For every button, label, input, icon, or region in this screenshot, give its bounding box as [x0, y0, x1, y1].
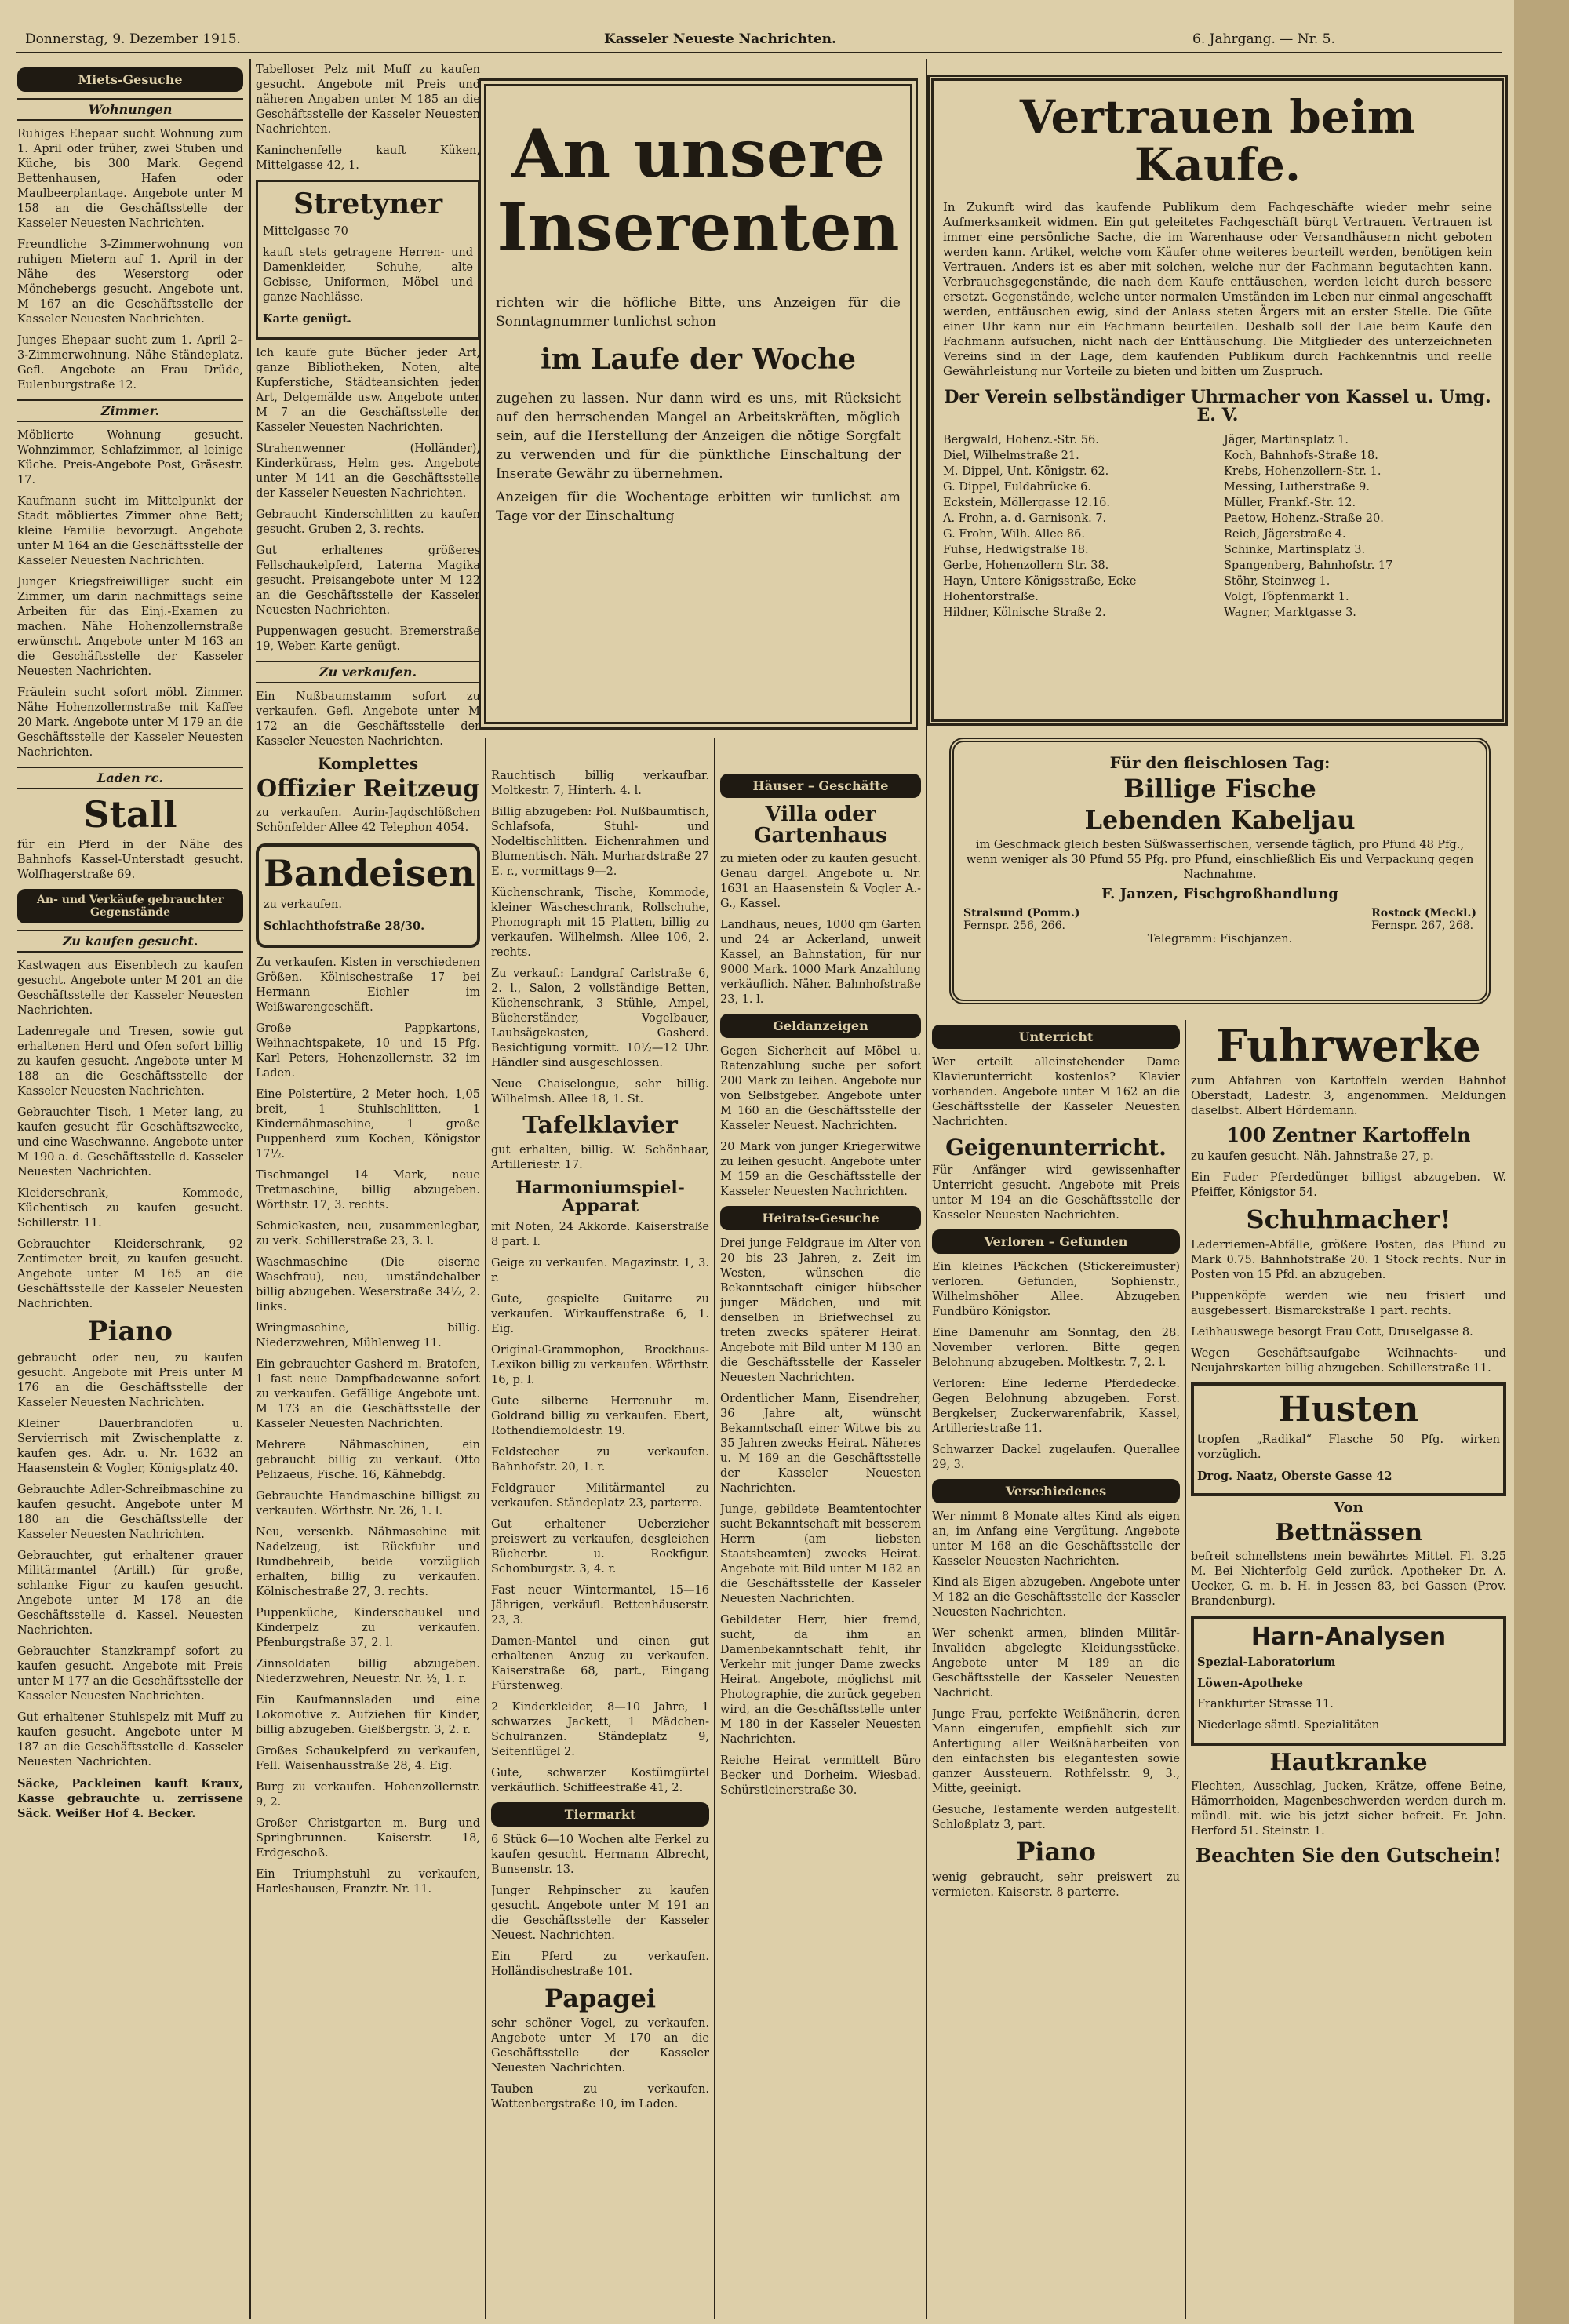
member-entry: Koch, Bahnhofs-Straße 18.	[1224, 449, 1378, 462]
section-geldanzeigen: Geldanzeigen	[720, 1014, 921, 1038]
ad-text: Reiche Heirat vermittelt Büro Becker und Dorheim. Wiesbad. Schürstleinerstraße 30.	[720, 1754, 921, 1797]
ad-text: Puppenköpfe werden wie neu frisiert und ausgebessert. Bismarckstraße 1 part. rechts.	[1191, 1289, 1506, 1317]
ad-text: Neue Chaiselongue, sehr billig. Wilhelmsh. Allee 18, 1. St.	[491, 1078, 709, 1106]
ad-text: Küchenschrank, Tische, Kommode, kleiner Wäscheschrank, Rollschuhe, Phonograph mit 15 Platten, billig zu verkaufen. Wilhelmsh. Allee 106, 2. rechts.	[491, 887, 709, 959]
piano-headline: Piano	[88, 1316, 173, 1348]
member-list-right	[1224, 432, 1492, 621]
ad-text: Gebrauchter Tisch, 1 Meter lang, zu kaufen gesucht für Geschäftszwecke, und eine Waschwanne. Angebote unter M 190 a. d. Geschäftsstelle d. Kasseler Neuesten Nachrichten.	[17, 1106, 243, 1179]
ad-text: Ordentlicher Mann, Eisendreher, 36 Jahre alt, wünscht Bekanntschaft einer Witwe bis zu 35 Jahren zwecks Heirat. Näheres u. M 169 an die Geschäftsstelle der Kasseler Neuesten Nachrichten.	[720, 1392, 921, 1495]
ad-text: zu kaufen gesucht. Näh. Jahnstraße 27, p.	[1191, 1149, 1434, 1163]
ad-text: Schmiekasten, neu, zusammenlegbar, zu verk. Schillerstraße 23, 3. l.	[256, 1219, 480, 1248]
member-entry: Paetow, Hohenz.-Straße 20.	[1224, 512, 1384, 525]
ad-text: Tauben zu verkaufen. Wattenbergstraße 10, im Laden.	[491, 2083, 709, 2111]
ad-text: für ein Pferd in der Nähe des Bahnhofs Kassel-Unterstadt gesucht. Wolfhagerstraße 69.	[17, 839, 243, 882]
column-2	[256, 63, 480, 2315]
ad-text: Großes Schaukelpferd zu verkaufen, Fell. Waisenhausstraße 28, 4. Eig.	[256, 1744, 480, 1772]
ad-text: befreit schnellstens mein bewährtes Mittel. Fl. 3.25 M. Bei Nichterfolg Geld zurück. Apotheker Dr. A. Uecker, G. m. b. H. in Jessen 83, bei Gassen (Prov. Brandenburg).	[1191, 1550, 1506, 1608]
harn-headline: Harn-Analysen	[1250, 1623, 1447, 1652]
villa-headline: Villa oder Gartenhaus	[754, 803, 887, 848]
section-wohnungen: Wohnungen	[17, 98, 243, 121]
notice-title-1: An unsere	[511, 115, 886, 192]
fisch-head: Für den fleischlosen Tag:	[1109, 753, 1331, 772]
member-entry: Hayn, Untere Königsstraße, Ecke Hohentorstraße.	[943, 574, 1137, 603]
ad-text: Kind als Eigen abzugeben. Angebote unter M 182 an die Geschäftsstelle der Kasseler Neuesten Nachrichten.	[932, 1576, 1180, 1619]
ad-text: zu verkaufen. Aurin-Jagdschlößchen Schönfelder Allee 42 Telephon 4054.	[256, 807, 480, 835]
ad-text: sehr schöner Vogel, zu verkaufen. Angebote unter M 170 an die Geschäftsstelle der Kasseler Neuesten Nachrichten.	[491, 2017, 709, 2075]
city-name: Rostock (Meckl.)	[1371, 907, 1476, 920]
vertrauen-headline: Vertrauen beim Kaufe.	[1019, 90, 1416, 191]
schuhmacher-headline: Schuhmacher!	[1246, 1204, 1451, 1234]
harmonium-headline: Harmoniumspiel-Apparat	[515, 1177, 685, 1216]
city-name: Stralsund (Pomm.)	[963, 907, 1080, 920]
ad-text: Ich kaufe gute Bücher jeder Art, ganze Bibliotheken, Noten, alte Kupferstiche, Städteansichten jeder Art, Delgemälde usw. Angebote unter M 7 an die Geschäftsstelle der Kasseler Neuesten Nachrichten.	[256, 346, 480, 434]
ad-text: Feldstecher zu verkaufen. Bahnhofstr. 20, 1. r.	[491, 1445, 709, 1473]
vertrauen-ad	[927, 75, 1508, 726]
ad-text: Junge, gebildete Beamtentochter sucht Bekanntschaft mit besserem Herrn (am liebsten Staatsbeamten) zwecks Heirat. Angebote mit Bild unter M 182 an die Geschäftsstelle der Kasseler Neuesten Nachrichten.	[720, 1503, 921, 1605]
ad-text: Gute silberne Herrenuhr m. Goldrand billig zu verkaufen. Ebert, Rothendiemoldestr. 19.	[491, 1394, 709, 1437]
ad-text: Strahenwenner (Holländer), Kinderkürass, Helm ges. Angebote unter M 141 an die Geschäftsstelle der Kasseler Neuesten Nachrichten.	[256, 442, 480, 500]
ad-text: Verloren: Eine lederne Pferdedecke. Gegen Belohnung abzugeben. Forst. Bergkelser, Zuckerwarenfabrik, Kassel, Artilleriestraße 11.	[932, 1378, 1180, 1436]
ad-text: Mehrere Nähmaschinen, ein gebraucht billig zu verkauf. Otto Pelizaeus, Fische. 16, Kähnebdg.	[256, 1438, 480, 1481]
ad-text: Tabelloser Pelz mit Muff zu kaufen gesucht. Angebote mit Preis und näheren Angaben unter M 185 an die Geschäftsstelle der Kasseler Neuesten Nachrichten.	[256, 64, 480, 136]
member-list-left	[943, 432, 1211, 621]
member-entry: Hildner, Kölnische Straße 2.	[943, 606, 1106, 619]
ad-text: Gebrauchter Stanzkrampf sofort zu kaufen gesucht. Angebote mit Preis unter M 177 an die Geschäftsstelle der Kasseler Neuesten Nachrichten.	[17, 1645, 243, 1703]
ad-text: Wer erteilt alleinstehender Dame Klavierunterricht kostenlos? Klavier vorhanden. Angebote unter M 162 an die Geschäftsstelle der Kasseler Neuesten Nachrichten.	[932, 1056, 1180, 1128]
ad-text: Billig abzugeben: Pol. Nußbaumtisch, Schlafsofa, Stuhl- und Nodeltischlitten. Eichenrahmen und Blumentisch. Näh. Murhardstraße 27 E. r., vormittags 9—2.	[491, 806, 709, 878]
ad-text: Für Anfänger wird gewissenhafter Unterricht gesucht. Angebote mit Preis unter M 194 an die Geschäftsstelle der Kasseler Neuesten Nachrichten.	[932, 1164, 1180, 1222]
ad-text: tropfen „Radikal“ Flasche 50 Pfg. wirken vorzüglich.	[1197, 1433, 1500, 1461]
ad-text: Ein Fuder Pferdedünger billigst abzugeben. W. Pfeiffer, Königstor 54.	[1191, 1171, 1506, 1199]
ad-text: Gut erhaltenes größeres Fellschaukelpferd, Laterna Magika gesucht. Preisangebote unter M 122 an die Geschäftsstelle der Kasseler Neuesten Nachrichten.	[256, 544, 480, 617]
ad-text: Kastwagen aus Eisenblech zu kaufen gesucht. Angebote unter M 201 an die Geschäftsstelle der Kasseler Neuesten Nachrichten.	[17, 960, 243, 1018]
fisch-body: im Geschmack gleich besten Süßwasserfischen, versende täglich, pro Pfund 48 Pfg., wenn weniger als 30 Pfund 55 Pfg. pro Pfund, einschließlich Eis und Verpackung gegen Nachnahme.	[966, 839, 1474, 882]
ad-text: Fräulein sucht sofort möbl. Zimmer. Nähe Hohenzollernstraße mit Kaffee 20 Mark. Angebote unter M 179 an die Geschäftsstelle der Kasseler Neuesten Nachrichten.	[17, 687, 243, 759]
gutschein-note: Beachten Sie den Gutschein!	[1195, 1844, 1502, 1867]
ad-text: Wegen Geschäftsaufgabe Weihnachts- und Neujahrskarten billig abzugeben. Schillerstraße 11.	[1191, 1346, 1506, 1375]
ad-text: Karte genügt.	[263, 311, 351, 326]
section-verloren: Verloren – Gefunden	[932, 1229, 1180, 1254]
ad-text: Ein kleines Päckchen (Stickereimuster) verloren. Gefunden, Sophienstr., Wilhelmshöher Allee. Abzugeben Fundbüro Königstor.	[932, 1261, 1180, 1319]
member-entry: Stöhr, Steinweg 1.	[1224, 574, 1331, 588]
fisch-city-right	[1371, 907, 1476, 932]
ad-text: Junge Frau, perfekte Weißnäherin, deren Mann eingerufen, empfiehlt sich zur Anfertigung aller Weißnäharbeiten von den einfachsten bis elegantesten sowie ganzer Aussteuern. Rothfelsstr. 9, 3., Mitte, geeinigt.	[932, 1708, 1180, 1796]
ad-text: Leihhauswege besorgt Frau Cott, Druselgasse 8.	[1191, 1325, 1473, 1339]
husten-headline: Husten	[1278, 1389, 1419, 1430]
ad-text: Ladenregale und Tresen, sowie gut erhaltenen Herd und Ofen sofort billig zu kaufen gesucht. Angebote unter M 188 an die Geschäftsstelle der Kasseler Neuesten Nachrichten.	[17, 1025, 243, 1098]
ad-text: Drei junge Feldgraue im Alter von 20 bis 23 Jahren, z. Zeit im Westen, wünschen die Bekanntschaft einiger hübscher junger Mädchen, und mit denselben in Briefwechsel zu treten zwecks späterer Heirat. Angebote mit Bild unter M 130 an die Geschäftsstelle der Kasseler Neuesten Nachrichten.	[720, 1237, 921, 1384]
ad-text: Junger Kriegsfreiwilliger sucht ein Zimmer, um darin nachmittags seine Arbeiten für das Einj.-Examen zu machen. Nähe Hohenzollernstraße erwünscht. Angebote unter M 163 an die Geschäftsstelle der Kasseler Neuesten Nachrichten.	[17, 576, 243, 678]
ad-text: Burg zu verkaufen. Hohenzollernstr. 9, 2.	[256, 1780, 480, 1809]
ad-text: Kleiderschrank, Kommode, Küchentisch zu kaufen gesucht. Schillerstr. 11.	[17, 1187, 243, 1230]
column-rule	[714, 738, 715, 2319]
ad-text: Puppenküche, Kinderschaukel und Kinderpelz zu verkaufen. Pfenburgstraße 37, 2. l.	[256, 1606, 480, 1649]
ad-text: gut erhalten, billig. W. Schönhaar, Artilleriestr. 17.	[491, 1143, 709, 1171]
member-entry: M. Dippel, Unt. Königstr. 62.	[943, 464, 1109, 478]
member-entry: Reich, Jägerstraße 4.	[1224, 527, 1346, 541]
ad-text: Gute, schwarzer Kostümgürtel verkäuflich. Schiffeestraße 41, 2.	[491, 1766, 709, 1794]
ad-text: Neu, versenkb. Nähmaschine mit Nadelzeug, ist Rückfuhr und Rundbehreib, beide vorzüglich erhalten, billig zu verkaufen. Kölnischestraße 27, 3. rechts.	[256, 1525, 480, 1598]
member-entry: Fuhse, Hedwigstraße 18.	[943, 543, 1089, 556]
header-rule	[16, 52, 1502, 53]
member-entry: Volgt, Töpfenmarkt 1.	[1224, 590, 1349, 603]
ad-text: Damen-Mantel und einen gut erhaltenen Anzug zu verkaufen. Kaiserstraße 68, part., Eingang Fürstenweg.	[491, 1634, 709, 1692]
member-entry: Krebs, Hohenzollern-Str. 1.	[1224, 464, 1382, 478]
offizier-headline: Offizier Reitzeug	[256, 774, 480, 803]
ad-text: Gebraucht Kinderschlitten zu kaufen gesucht. Gruben 2, 3. rechts.	[256, 508, 480, 536]
vertrauen-body: In Zukunft wird das kaufende Publikum dem Fachgeschäfte wieder mehr seine Aufmerksamkeit widmen. Ein gut geleitetes Fachgeschäft bürgt Vertrauen. Vertrauen ist immer eine persönliche Sache, die im Warenhause oder Versandhäusern nicht geboten werden kann. Artikel, welche vom Käufer ohne weiteres beurteilt werden, benötigen kein Vertrauen. Anders ist es aber mit solchen, welche nur der Fachmann begutachten kann. Verbrauchsgegenstände, die nach dem Kaufe enttäuschen, werden leicht durch bessere ersetzt. Gegenstände, welche unter normalen Umständen im Leben nur einmal angeschafft werden, enttäuschen ewig, sind der Anlass steten Ärgers mit an erster Stelle. Die Güte einer Uhr kann nur ein Fachmann beurteilen. Deshalb soll der Laie beim Kaufe den Fachmann aufsuchen, nicht nach der Enttäuschung. Die Mitglieder des unterzeichneten Vereins sind in der Lage, dem kaufenden Publikum durch Fachkenntnis und reelle Gewährleistung nur Vorteile zu bieten und bitten um Zuspruch.	[943, 199, 1492, 378]
bandeisen-ad	[256, 843, 480, 947]
section-zimmer: Zimmer.	[17, 399, 243, 422]
ad-text: Gebrauchter, gut erhaltener grauer Militärmantel (Artill.) für große, schlanke Figur zu kaufen gesucht. Angebote unter M 178 an die Geschäftsstelle d. Kassel. Neuesten Nachrichten.	[17, 1549, 243, 1637]
ad-text: Gut erhaltener Ueberzieher preiswert zu verkaufen, desgleichen Bücherbr. u. Rockfigur. Schomburgstr. 3, 4. r.	[491, 1517, 709, 1575]
column-6	[1191, 1020, 1506, 2315]
ad-text: Gut erhaltener Stuhlspelz mit Muff zu kaufen gesucht. Angebote unter M 187 an die Geschäftsstelle d. Kasseler Neuesten Nachrichten.	[17, 1710, 243, 1768]
city-phone: Fernspr. 267, 268.	[1371, 920, 1474, 933]
member-entry: Diel, Wilhelmstraße 21.	[943, 449, 1079, 462]
ad-text: Gebrauchter Kleiderschrank, 92 Zentimeter breit, zu kaufen gesucht. Angebote unter M 165 an die Geschäftsstelle der Kasseler Neuesten Nachrichten.	[17, 1238, 243, 1311]
section-laden: Laden rc.	[17, 767, 243, 789]
ad-text: Gute, gespielte Guitarre zu verkaufen. Wirkauffenstraße 6, 1. Eig.	[491, 1292, 709, 1335]
ad-text: Möblierte Wohnung gesucht. Wohnzimmer, Schlafzimmer, al leinige Küche. Preis-Angebote Post, Gräsestr. 17.	[17, 429, 243, 486]
ad-text: Geige zu verkaufen. Magazinstr. 1, 3. r.	[491, 1256, 709, 1284]
ad-text: Spezial-Laboratorium	[1197, 1655, 1336, 1669]
page-edge	[1514, 0, 1569, 2324]
stretyner-ad	[256, 180, 480, 340]
ad-text: Frankfurter Strasse 11.	[1197, 1697, 1334, 1710]
issue-volume: 6. Jahrgang. — Nr. 5.	[1192, 31, 1335, 47]
section-heirats-gesuche: Heirats-Gesuche	[720, 1206, 921, 1230]
ad-text: Ein Pferd zu verkaufen. Holländischestraße 101.	[491, 1950, 709, 1978]
bandeisen-headline: Bandeisen	[264, 852, 475, 895]
notice-lead: richten wir die höfliche Bitte, uns Anzeigen für die Sonntagnummer tunlichst schon	[496, 295, 901, 330]
ad-text: Gegen Sicherheit auf Möbel u. Ratenzahlung suche per sofort 200 Mark zu leihen. Angebote nur von Selbstgeber. Angebote unter M 160 an die Geschäftsstelle der Kasseler Neuest. Nachrichten.	[720, 1044, 921, 1132]
ad-text: Landhaus, neues, 1000 qm Garten und 24 ar Ackerland, unweit Kassel, an Bahnstation, für nur 9000 Mark. 1000 Mark Anzahlung verkäuflich. Näher. Bahnhofstraße 23, 1. l.	[720, 918, 921, 1006]
ad-text: zu mieten oder zu kaufen gesucht. Genau dargel. Angebote u. Nr. 1631 an Haasenstein & Vogler A.-G., Kassel.	[720, 852, 921, 910]
ad-text: Kaninchenfelle kauft Küken, Mittelgasse 42, 1.	[256, 144, 480, 172]
member-entry: G. Dippel, Fuldabrücke 6.	[943, 480, 1091, 494]
ad-text: Flechten, Ausschlag, Jucken, Krätze, offene Beine, Hämorrhoiden, Magenbeschwerden werden durch m. mündl. mit. wie bis jetzt sicher befreit. Fr. John. Herford 51. Steinstr. 1.	[1191, 1780, 1506, 1838]
ad-text: Fast neuer Wintermantel, 15—16 Jährigen, verkäufl. Bettenhäuserstr. 23, 3.	[491, 1583, 709, 1626]
notice-title-2: Inserenten	[497, 188, 900, 267]
geigen-headline: Geigenunterricht.	[945, 1135, 1167, 1160]
von-label: Von	[1334, 1499, 1363, 1516]
verein-name: Der Verein selbständiger Uhrmacher von Kassel u. Umg. E. V.	[944, 386, 1491, 425]
city-phone: Fernspr. 256, 266.	[963, 920, 1065, 933]
ad-text: Rauchtisch billig verkaufbar. Moltkestr. 7, Hinterh. 4. l.	[491, 770, 709, 797]
member-entry: Müller, Frankf.-Str. 12.	[1224, 496, 1356, 509]
ad-text: Zu verkauf.: Landgraf Carlstraße 6, 2. l., Salon, 2 vollständige Betten, Küchenschrank, 3 Stühle, Ampel, Bücherständer, Vogelbauer, Laubsägekasten, Gasherd. Besichtigung vormitt. 10½—12 Uhr. Händler sind ausgeschlossen.	[491, 967, 709, 1069]
member-entry: Gerbe, Hohenzollern Str. 38.	[943, 559, 1109, 572]
stretyner-headline: Stretyner	[293, 188, 443, 220]
ad-text: Schwarzer Dackel zugelaufen. Querallee 29, 3.	[932, 1444, 1180, 1472]
member-list	[943, 432, 1492, 621]
ad-text: Drog. Naatz, Oberste Gasse 42	[1197, 1469, 1392, 1483]
fuhrwerke-headline: Fuhrwerke	[1216, 1020, 1481, 1072]
ad-text: Mittelgasse 70	[263, 224, 348, 238]
komplettes-headline: Komplettes	[317, 753, 419, 773]
harn-ad	[1191, 1616, 1506, 1746]
ad-text: Ruhiges Ehepaar sucht Wohnung zum 1. April oder früher, zwei Stuben und Küche, bis 300 Mark. Gegend Bettenhausen, Hafen oder Maulbeerplantage. Angebote unter M 158 an die Geschäftsstelle der Kasseler Neuesten Nachrichten.	[17, 128, 243, 230]
fisch-telegramm: Telegramm: Fischjanzen.	[1147, 933, 1293, 946]
member-entry: Spangenberg, Bahnhofstr. 17	[1224, 559, 1393, 572]
member-entry: Messing, Lutherstraße 9.	[1224, 480, 1370, 494]
ad-text: Lederriemen-Abfälle, größere Posten, das Pfund zu Mark 0.75. Bahnhofstraße 20. 1 Stock rechts. Nur in Posten von 15 Pfd. an abzugeben.	[1191, 1238, 1506, 1281]
fisch-cities	[963, 907, 1476, 932]
ad-text: Junges Ehepaar sucht zum 1. April 2–3-Zimmerwohnung. Nähe Ständeplatz. Gefl. Angebote an Frau Drüde, Eulenburgstraße 12.	[17, 334, 243, 392]
ad-text: Gebildeter Herr, hier fremd, sucht, da ihm an Damenbekanntschaft fehlt, ihr Verkehr mit junger Dame zwecks Heirat. Angebote, möglichst mit Photographie, die zurück gegeben wird, an die Geschäftsstelle unter M 180 in der Kasseler Neuesten Nachrichten.	[720, 1613, 921, 1746]
ad-text: wenig gebraucht, sehr preiswert zu vermieten. Kaiserstr. 8 parterre.	[932, 1870, 1180, 1899]
ad-text: Eine Damenuhr am Sonntag, den 28. November verloren. Bitte gegen Belohnung abzugeben. Moltkestr. 7, 2. l.	[932, 1327, 1180, 1370]
notice-middle: im Laufe der Woche	[540, 343, 857, 377]
ad-text: Gebrauchte Adler-Schreibmaschine zu kaufen gesucht. Angebote unter M 180 an die Geschäftsstelle der Kasseler Neuesten Nachrichten.	[17, 1483, 243, 1541]
ad-text: Kleiner Dauerbrandofen u. Servierrisch mit Zwischenplatte z. kaufen ges. Adr. u. Nr. 1632 an Haasenstein & Vogler, Königsplatz 40.	[17, 1417, 243, 1475]
ad-text: Niederlage sämtl. Spezialitäten	[1197, 1718, 1380, 1732]
ad-text: zum Abfahren von Kartoffeln werden Bahnhof Oberstadt, Ladestr. 3, angenommen. Meldungen daselbst. Albert Hördemann.	[1191, 1074, 1506, 1117]
member-entry: G. Frohn, Wilh. Allee 86.	[943, 527, 1085, 541]
ad-text: Wringmaschine, billig. Niederzwehren, Mühlenweg 11.	[256, 1321, 480, 1350]
ad-text: Waschmaschine (Die eiserne Waschfrau), neu, umständehalber billig abzugeben. Weserstraße 34½, 2. links.	[256, 1255, 480, 1313]
ad-text: Ein Kaufmannsladen und eine Lokomotive z. Aufziehen für Kinder, billig abzugeben. Gießbergstr. 3, 2. r.	[256, 1693, 480, 1736]
ad-text: Original-Grammophon, Brockhaus-Lexikon billig zu verkaufen. Wörthstr. 16, p. l.	[491, 1343, 709, 1386]
column-5	[932, 1020, 1180, 2315]
ad-text: Junger Rehpinscher zu kaufen gesucht. Angebote unter M 191 an die Geschäftsstelle der Kasseler Neuest. Nachrichten.	[491, 1884, 709, 1942]
piano-headline: Piano	[1016, 1837, 1096, 1867]
fisch-firm: F. Janzen, Fischgroßhandlung	[1101, 886, 1338, 903]
member-entry: Eckstein, Möllergasse 12.16.	[943, 496, 1111, 509]
member-entry: Schinke, Martinsplatz 3.	[1224, 543, 1366, 556]
ad-text: Ein Triumphstuhl zu verkaufen, Harleshausen, Franztr. Nr. 11.	[256, 1867, 480, 1896]
column-4	[720, 769, 921, 2315]
inserenten-notice	[479, 78, 918, 730]
fisch-ad	[949, 738, 1491, 1004]
section-unterricht: Unterricht	[932, 1025, 1180, 1049]
column-rule	[485, 738, 486, 2319]
ad-text: Gesuche, Testamente werden aufgestellt. Schloßplatz 3, part.	[932, 1804, 1180, 1832]
member-entry: Bergwald, Hohenz.-Str. 56.	[943, 433, 1099, 446]
section-verschiedenes: Verschiedenes	[932, 1479, 1180, 1503]
ad-text: kauft stets getragene Herren- und Damenkleider, Schuhe, alte Gebisse, Uniformen, Möbel und ganze Nachlässe.	[263, 246, 473, 304]
column-rule	[249, 59, 251, 2319]
ad-text: zu verkaufen.	[264, 898, 342, 911]
ad-text: 2 Kinderkleider, 8—10 Jahre, 1 schwarzes Jackett, 1 Mädchen-Schulranzen. Ständeplatz 9, Seitenflügel 2.	[491, 1700, 709, 1758]
ad-text: 20 Mark von junger Kriegerwitwe zu leihen gesucht. Angebote unter M 159 an die Geschäftsstelle der Kasseler Neuesten Nachrichten.	[720, 1140, 921, 1198]
ad-text: Große Pappkartons, Weihnachtspakete, 10 und 15 Pfg. Karl Peters, Hohenzollernstr. 32 im Laden.	[256, 1022, 480, 1080]
ad-text: Gebrauchte Handmaschine billigst zu verkaufen. Wörthstr. Nr. 26, 1. l.	[256, 1489, 480, 1517]
husten-ad	[1191, 1382, 1506, 1496]
notice-body: zugehen zu lassen. Nur dann wird es uns, mit Rücksicht auf den herrschenden Mangel an Arbeitskräften, möglich sein, auf die Herstellung der Anzeigen die nötige Sorgfalt zu verwenden und für die pünktliche Einschaltung der Inserate Gewähr zu übernehmen.	[496, 391, 901, 483]
ad-text: Freundliche 3-Zimmerwohnung von ruhigen Mietern auf 1. April in der Nähe des Weserstorg oder Mönchebergs gesucht. Angebote unt. M 167 an die Geschäftsstelle der Kasseler Neuesten Nachrichten.	[17, 239, 243, 326]
ad-text: 6 Stück 6—10 Wochen alte Ferkel zu kaufen gesucht. Hermann Albrecht, Bunsenstr. 13.	[491, 1833, 709, 1876]
ad-text: mit Noten, 24 Akkorde. Kaiserstraße 8 part. l.	[491, 1220, 709, 1248]
ad-text: Zu verkaufen. Kisten in verschiedenen Größen. Kölnischestraße 17 bei Hermann Eichler im Weißwarengeschäft.	[256, 956, 480, 1014]
tafelklavier-headline: Tafelklavier	[522, 1112, 678, 1139]
section-haeuser: Häuser – Geschäfte	[720, 774, 921, 798]
ad-text: Feldgrauer Militärmantel zu verkaufen. Ständeplatz 23, parterre.	[491, 1481, 709, 1510]
kartoffeln-headline: 100 Zentner Kartoffeln	[1226, 1123, 1471, 1146]
section-mietgesuche: Miets-Gesuche	[17, 67, 243, 92]
ad-text: Löwen-Apotheke	[1197, 1676, 1303, 1690]
fisch-title-1: Billige Fische	[1123, 774, 1316, 803]
ad-text: Säcke, Packleinen kauft Kraux, Kasse gebrauchte u. zerrissene Säck. Weißer Hof 4. Becker.	[17, 1776, 243, 1820]
fisch-city-left	[963, 907, 1079, 932]
column-rule	[1185, 1020, 1186, 2319]
section-zu-kaufen: Zu kaufen gesucht.	[17, 930, 243, 953]
ad-text: gebraucht oder neu, zu kaufen gesucht. Angebote mit Preis unter M 176 an die Geschäftsstelle der Kasseler Neuesten Nachrichten.	[17, 1351, 243, 1409]
ad-text: Tischmangel 14 Mark, neue Tretmaschine, billig abzugeben. Wörthstr. 17, 3. rechts.	[256, 1168, 480, 1211]
stall-headline: Stall	[83, 793, 177, 836]
column-3	[491, 769, 709, 2315]
papagei-headline: Papagei	[544, 1983, 656, 2013]
issue-date: Donnerstag, 9. Dezember 1915.	[25, 31, 241, 47]
notice-tail: Anzeigen für die Wochentage erbitten wir tunlichst am Tage vor der Einschaltung	[496, 490, 901, 525]
ad-text: Kaufmann sucht im Mittelpunkt der Stadt möbliertes Zimmer ohne Bett; kleine Familie bevorzugt. Angebote unter M 164 an die Geschäftsstelle der Kasseler Neuesten Nachrichten.	[17, 495, 243, 567]
ad-text: Ein gebrauchter Gasherd m. Bratofen, 1 fast neue Dampfbadewanne sofort zu verkaufen. Gefällige Angebote unt. M 173 an die Geschäftsstelle der Kasseler Neuesten Nachrichten.	[256, 1357, 480, 1430]
ad-text: Schlachthofstraße 28/30.	[264, 919, 425, 933]
hautkranke-headline: Hautkranke	[1269, 1748, 1428, 1776]
paper-name: Kasseler Neueste Nachrichten.	[604, 31, 836, 47]
ad-text: Wer nimmt 8 Monate altes Kind als eigen an, im Anfang eine Vergütung. Angebote unter M 168 an die Geschäftsstelle der Kasseler Neuesten Nachrichten.	[932, 1510, 1180, 1568]
section-zu-verkaufen: Zu verkaufen.	[256, 661, 480, 683]
column-1	[17, 63, 243, 2315]
ad-text: Wer schenkt armen, blinden Militär-Invaliden abgelegte Kleidungsstücke. Angebote unter M 189 an die Geschäftsstelle der Kasseler Neuesten Nachricht.	[932, 1627, 1180, 1700]
ad-text: Eine Polstertüre, 2 Meter hoch, 1,05 breit, 1 Stuhlschlitten, 1 Kindernähmaschine, 1 große Puppenherd zum Kochen, Königstor 17½.	[256, 1087, 480, 1160]
ad-text: Großer Christgarten m. Burg und Springbrunnen. Kaiserstr. 18, Erdgeschoß.	[256, 1816, 480, 1860]
bettnaessen-headline: Bettnässen	[1274, 1518, 1423, 1546]
member-entry: Jäger, Martinsplatz 1.	[1224, 433, 1349, 446]
section-tiermarkt: Tiermarkt	[491, 1802, 709, 1827]
member-entry: A. Frohn, a. d. Garnisonk. 7.	[943, 512, 1107, 525]
ad-text: Puppenwagen gesucht. Bremerstraße 19, Weber. Karte genügt.	[256, 625, 480, 653]
ad-text: Zinnsoldaten billig abzugeben. Niederzwehren, Neuestr. Nr. ½, 1. r.	[256, 1657, 480, 1685]
fisch-title-2: Lebenden Kabeljau	[1084, 804, 1356, 835]
ad-text: Ein Nußbaumstamm sofort zu verkaufen. Gefl. Angebote unter M 172 an die Geschäftsstelle der Kasseler Neuesten Nachrichten.	[256, 690, 480, 748]
section-an-verkaeufe: An- und Verkäufe gebrauchter Gegenstände	[17, 889, 243, 923]
member-entry: Wagner, Marktgasse 3.	[1224, 606, 1356, 619]
